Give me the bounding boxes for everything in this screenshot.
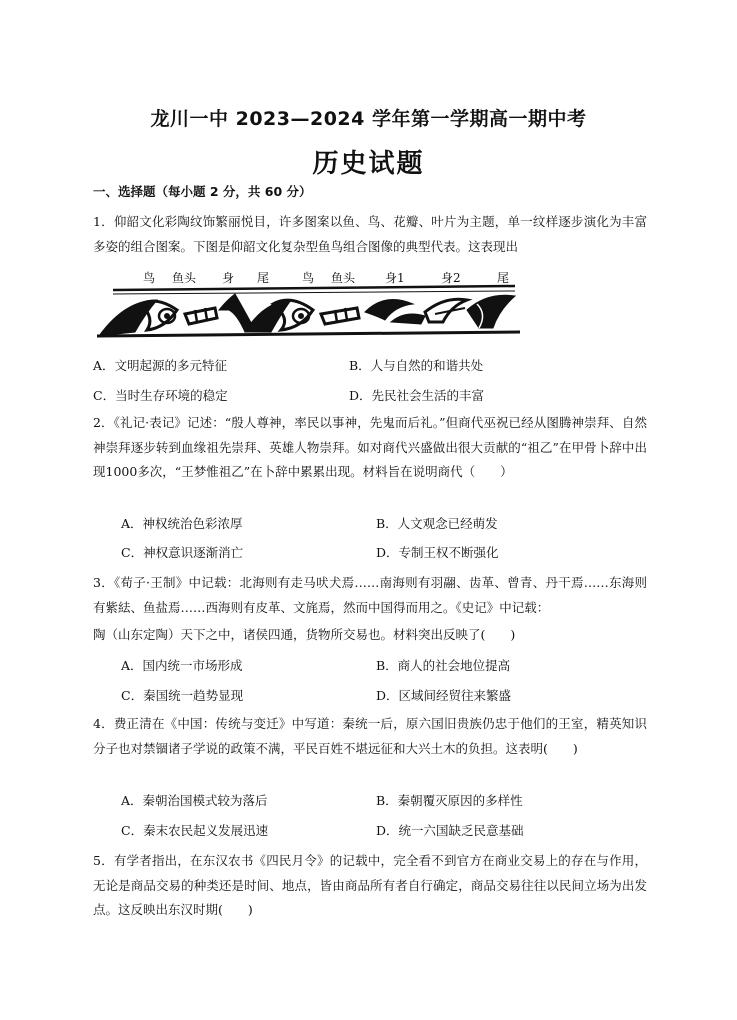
q2-option-a[interactable]: A．神权统治色彩浓厚 <box>121 516 243 531</box>
figure-label-body2: 身2 <box>441 271 461 285</box>
q3-option-a[interactable]: A．国内统一市场形成 <box>121 658 243 673</box>
question-5-stem: 5．有学者指出，在东汉农书《四民月令》的记载中，完全看不到官方在商业交易上的存在与作用，无论是商品交易的种类还是时间、地点，皆由商品所有者自行确定，商品交易往往以民间立场为出发点。这反映出东汉时期( ) <box>93 853 647 917</box>
q3-option-c[interactable]: C．秦国统一趋势显现 <box>121 688 244 703</box>
figure-label-tail-1: 尾 <box>257 271 270 285</box>
figure-label-fishhead-2: 鱼头 <box>331 271 356 285</box>
figure-label-bird-2: 鸟 <box>302 271 315 285</box>
figure-label-body1: 身1 <box>385 271 405 285</box>
section-heading: 一、选择题（每小题 2 分，共 60 分） <box>93 184 312 199</box>
yangshao-fish-bird-pattern-figure <box>95 270 527 340</box>
exam-subtitle: 历史试题 <box>312 149 425 179</box>
figure-label-fishhead-1: 鱼头 <box>172 271 197 285</box>
q1-option-c[interactable]: C．当时生存环境的稳定 <box>93 388 228 403</box>
q2-option-d[interactable]: D．专制王权不断强化 <box>376 545 499 560</box>
q1-option-b[interactable]: B．人与自然的和谐共处 <box>349 358 484 373</box>
question-4-stem: 4．费正清在《中国：传统与变迁》中写道：秦统一后，原六国旧贵族仍忠于他们的王室，精英知识分子也对禁锢诸子学说的政策不满，平民百姓不堪远征和大兴土木的负担。这表明( ) <box>93 716 647 756</box>
question-2-stem: 2．《礼记·表记》记述：“殷人尊神，率民以事神，先鬼而后礼。”但商代巫祝已经从图腾神崇拜、自然神崇拜逐步转到血缘祖先崇拜、英雄人物崇拜。如对商代兴盛做出很大贡献的“祖乙”在甲骨卜辞中出现1000多次，“王梦惟祖乙”在卜辞中累累出现。材料旨在说明商代（ ） <box>93 415 647 479</box>
q1-option-a[interactable]: A．文明起源的多元特征 <box>93 358 228 373</box>
figure-label-body: 身 <box>222 271 235 285</box>
q2-option-b[interactable]: B．人文观念已经萌发 <box>376 516 498 531</box>
exam-title: 龙川一中 2023—2024 学年第一学期高一期中考 <box>150 108 587 130</box>
figure-label-bird-1: 鸟 <box>143 271 156 285</box>
question-3-stem-continued: 陶（山东定陶）天下之中，诸侯四通，货物所交易也。材料突出反映了( ) <box>93 627 516 642</box>
q3-option-d[interactable]: D．区域间经贸往来繁盛 <box>376 688 512 703</box>
figure-label-tail-2: 尾 <box>497 271 510 285</box>
q4-option-a[interactable]: A．秦朝治国模式较为落后 <box>121 793 268 808</box>
question-1-stem: 1．仰韶文化彩陶纹饰繁丽悦目，许多图案以鱼、鸟、花瓣、叶片为主题，单一纹样逐步演化为丰富多姿的组合图案。下图是仰韶文化复杂型鱼鸟组合图像的典型代表。这表现出 <box>93 214 647 254</box>
q4-option-b[interactable]: B．秦朝覆灭原因的多样性 <box>376 793 523 808</box>
question-3-stem: 3．《荀子·王制》中记载：北海则有走马吠犬焉……南海则有羽翮、齿革、曾青、丹干焉……东海则有紫紶、鱼盐焉……西海则有皮革、文旄焉，然而中国得而用之。《史记》中记载： <box>93 575 647 615</box>
q4-option-d[interactable]: D．统一六国缺乏民意基础 <box>376 823 524 838</box>
q2-option-c[interactable]: C．神权意识逐渐消亡 <box>121 545 244 560</box>
q4-option-c[interactable]: C．秦末农民起义发展迅速 <box>121 823 269 838</box>
q3-option-b[interactable]: B．商人的社会地位提高 <box>376 658 511 673</box>
q1-option-d[interactable]: D．先民社会生活的丰富 <box>349 388 485 403</box>
